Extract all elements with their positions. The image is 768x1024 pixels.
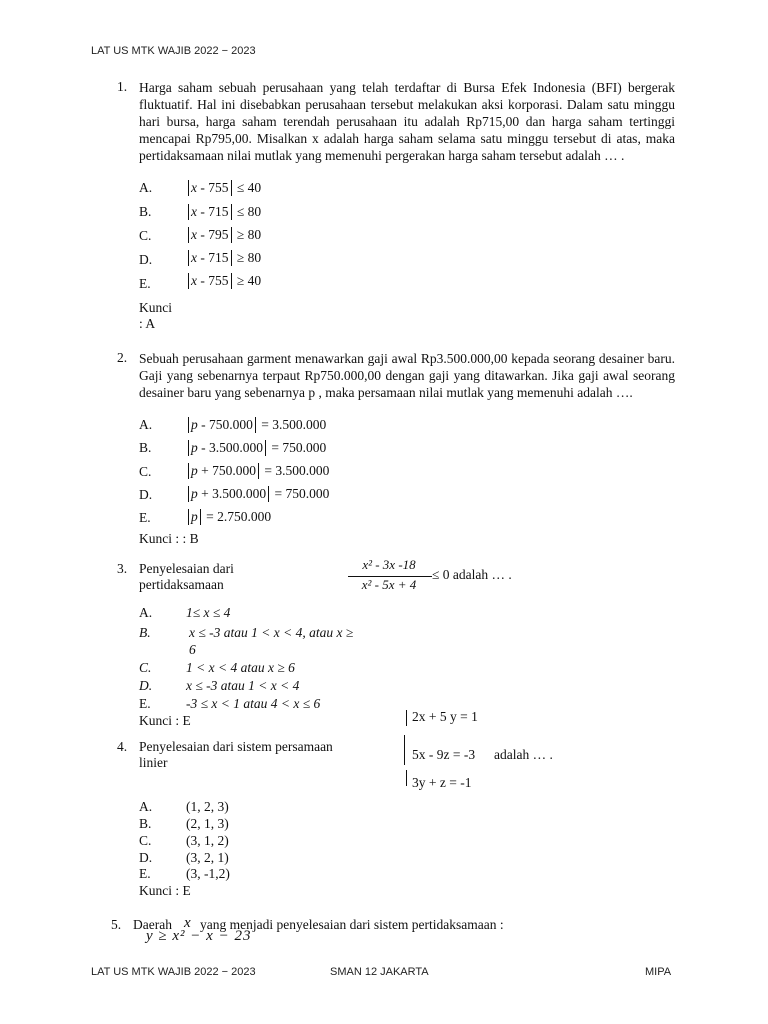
option-text-continued: 6 [189,642,196,657]
option-text: p + 750.000 = 3.500.000 [186,463,329,479]
option-label: D. [139,252,153,267]
option-label: B. [139,440,152,455]
q5-text-start: Daerah [133,917,172,932]
option-label: B. [139,816,152,831]
footer-left: LAT US MTK WAJIB 2022 − 2023 [91,966,256,978]
option-label: C. [139,833,152,848]
q5-inequality: y ≥ x² − x − 23 [146,928,252,944]
q2-number: 2. [117,350,128,365]
option-label: D. [139,850,153,865]
q3-numerator: x² - 3x -18 [362,557,416,572]
q5-text-end: yang menjadi penyelesaian dari sistem pertidaksamaan : [200,917,504,932]
footer-right: MIPA [645,966,672,978]
option-text: 1 < x < 4 atau x ≥ 6 [186,660,295,675]
option-text: x - 795 ≥ 80 [186,227,261,243]
option-text: p = 2.750.000 [186,509,271,525]
brace-top [406,710,407,726]
page-header: LAT US MTK WAJIB 2022 − 2023 [91,45,256,57]
option-label: C. [139,464,152,479]
option-label: B. [139,625,151,640]
q4-equation-1: 2x + 5 y = 1 [412,709,478,724]
q3-key: Kunci : E [139,713,191,728]
q4-equation-3: 3y + z = -1 [412,775,472,790]
q4-equation-2: 5x - 9z = -3 [412,747,476,762]
option-text: (2, 1, 3) [186,816,229,831]
q3-tail: ≤ 0 adalah … . [432,567,512,582]
brace-middle [404,735,405,765]
option-label: E. [139,276,151,291]
option-text: 1≤ x ≤ 4 [186,605,231,620]
q3-stem-line1: Penyelesaian dari [139,561,234,576]
option-label: D. [139,487,153,502]
footer-center: SMAN 12 JAKARTA [330,966,429,978]
option-label: A. [139,799,153,814]
q5-number: 5. [111,917,122,932]
option-label: E. [139,866,151,881]
option-label: D. [139,678,153,693]
option-label: A. [139,417,153,432]
q1-key-label: Kunci [139,300,172,315]
q4-key: Kunci : E [139,883,191,898]
q1-text: Harga saham sebuah perusahaan yang telah terdaftar di Bursa Efek Indonesia (BFI) bergerak fluktuatif. Hal ini disebabkan perusahaan tersebut melakukan aksi korporasi. Dalam satu minggu hari bursa, harga saham terendah perusahaan itu adalah Rp715,00 dan harga saham tertinggi mencapai Rp795,00. Misalkan x adalah harga saham selama satu minggu tersebut di atas, maka pertidaksamaan nilai mutlak yang memenuhi pergerakan harga saham tersebut adalah … . [139,80,675,163]
q4-stem-line2: linier [139,755,168,770]
option-label: A. [139,180,153,195]
option-label: A. [139,605,153,620]
q1-number: 1. [117,79,128,94]
q3-stem-line2: pertidaksamaan [139,577,224,592]
option-text: (3, 2, 1) [186,850,229,865]
option-label: E. [139,510,151,525]
option-text: (1, 2, 3) [186,799,229,814]
brace-bottom [406,770,407,786]
option-text: p - 750.000 = 3.500.000 [186,417,326,433]
q2-key: Kunci : : B [139,531,199,546]
option-label: C. [139,228,152,243]
option-label: B. [139,204,152,219]
q1-key-value: : A [139,316,156,331]
option-text: -3 ≤ x < 1 atau 4 < x ≤ 6 [186,696,321,711]
q4-equation-tail: adalah … . [494,747,553,762]
q4-number: 4. [117,739,128,754]
option-text: x - 755 ≤ 40 [186,180,261,196]
option-text: x - 715 ≤ 80 [186,204,261,220]
option-text: x - 715 ≥ 80 [186,250,261,266]
option-text: x ≤ -3 atau 1 < x < 4, atau x ≥ [189,625,354,640]
option-label: C. [139,660,152,675]
option-text: p + 3.500.000 = 750.000 [186,486,329,502]
option-text: p - 3.500.000 = 750.000 [186,440,326,456]
q4-stem-line1: Penyelesaian dari sistem persamaan [139,739,333,754]
option-text: x - 755 ≥ 40 [186,273,261,289]
option-label: E. [139,696,151,711]
q5-variable: x [184,915,191,931]
option-text: (3, -1,2) [186,866,230,881]
q3-denominator: x² - 5x + 4 [361,577,417,592]
q2-text: Sebuah perusahaan garment menawarkan gaji awal Rp3.500.000,00 kepada seorang desainer baru. Gaji yang sebenarnya terpaut Rp750.000,00 dengan gaji yang ditawarkan. Jika gaji awal seorang desainer baru yang sebenarnya p , maka persamaan nilai mutlak yang memenuhi adalah …. [139,351,675,400]
option-text: (3, 1, 2) [186,833,229,848]
q3-number: 3. [117,561,128,576]
option-text: x ≤ -3 atau 1 < x < 4 [186,678,300,693]
